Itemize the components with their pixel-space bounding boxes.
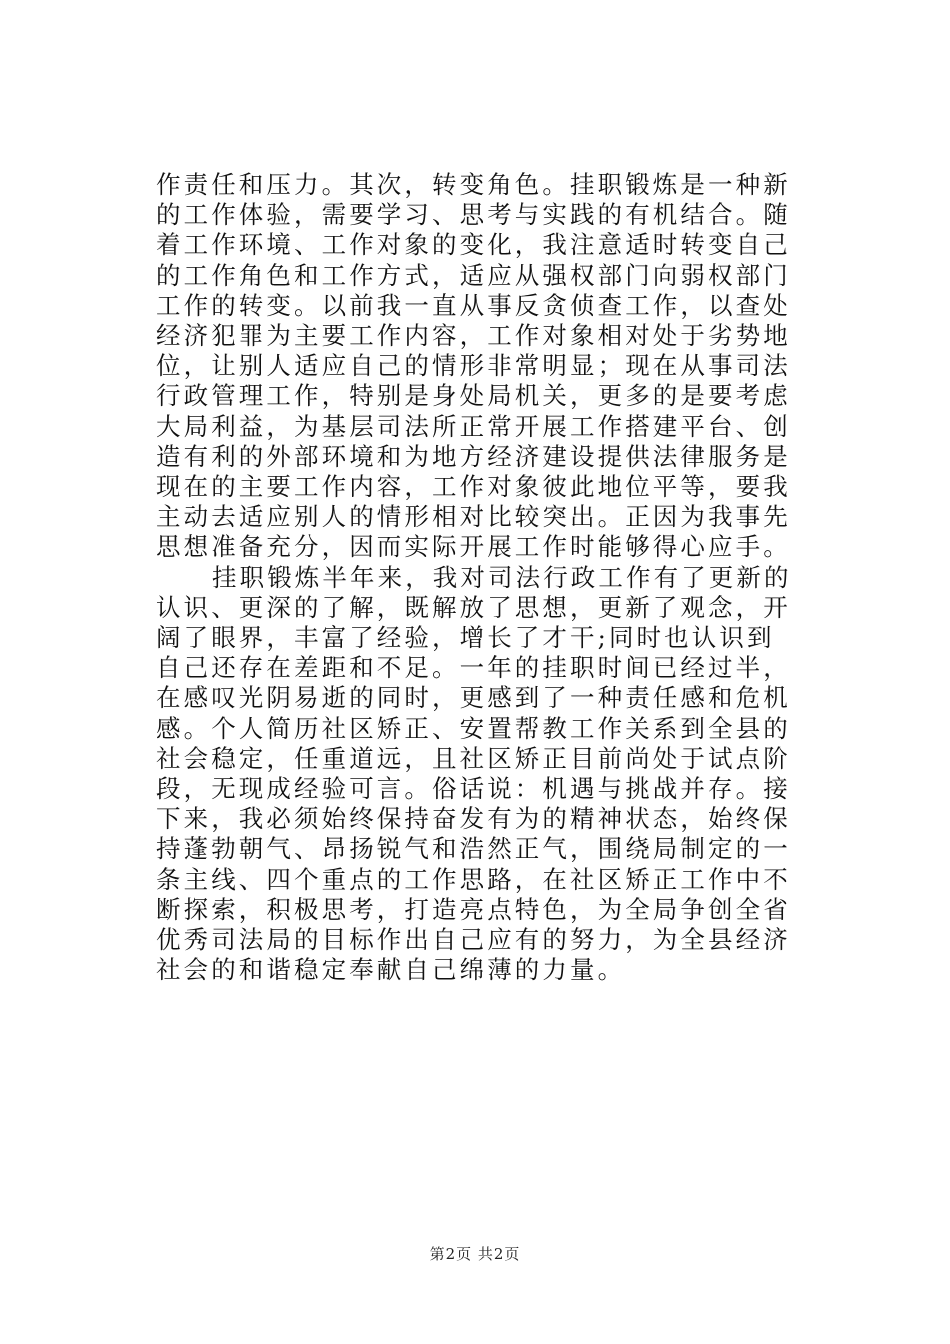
page-footer: 第2页 共2页 <box>429 1245 521 1263</box>
document-body <box>156 170 796 985</box>
paragraph-continuation: 作责任和压力。其次，转变角色。挂职锻炼是一种新的工作体验，需要学习、思考与实践的有机结合。随着工作环境、工作对象的变化，我注意适时转变自己的工作角色和工作方式，适应从强权部门向弱权部门工作的转变。以前我一直从事反贪侦查工作，以查处经济犯罪为主要工作内容，工作对象相对处于劣势地位，让别人适应自己的情形非常明显；现在从事司法行政管理工作，特别是身处局机关，更多的是要考虑大局利益，为基层司法所正常开展工作搭建平台、创造有利的外部环境和为地方经济建设提供法律服务是现在的主要工作内容，工作对象彼此地位平等，要我主动去适应别人的情形相对比较突出。正因为我事先思想准备充分，因而实际开展工作时能够得心应手。 <box>156 170 791 562</box>
paragraph-summary: 挂职锻炼半年来，我对司法行政工作有了更新的认识、更深的了解，既解放了思想，更新了观念，开阔了眼界，丰富了经验，增长了才干;同时也认识到自己还存在差距和不足。一年的挂职时间已经过半，在感叹光阴易逝的同时，更感到了一种责任感和危机感。个人简历社区矫正、安置帮教工作关系到全县的社会稳定，任重道远，且社区矫正目前尚处于试点阶段，无现成经验可言。俗话说：机遇与挑战并存。接下来，我必须始终保持奋发有为的精神状态，始终保持蓬勃朝气、昂扬锐气和浩然正气，围绕局制定的一条主线、四个重点的工作思路，在社区矫正工作中不断探索，积极思考，打造亮点特色，为全局争创全省优秀司法局的目标作出自己应有的努力，为全县经济社会的和谐稳定奉献自己绵薄的力量。 <box>156 562 792 985</box>
